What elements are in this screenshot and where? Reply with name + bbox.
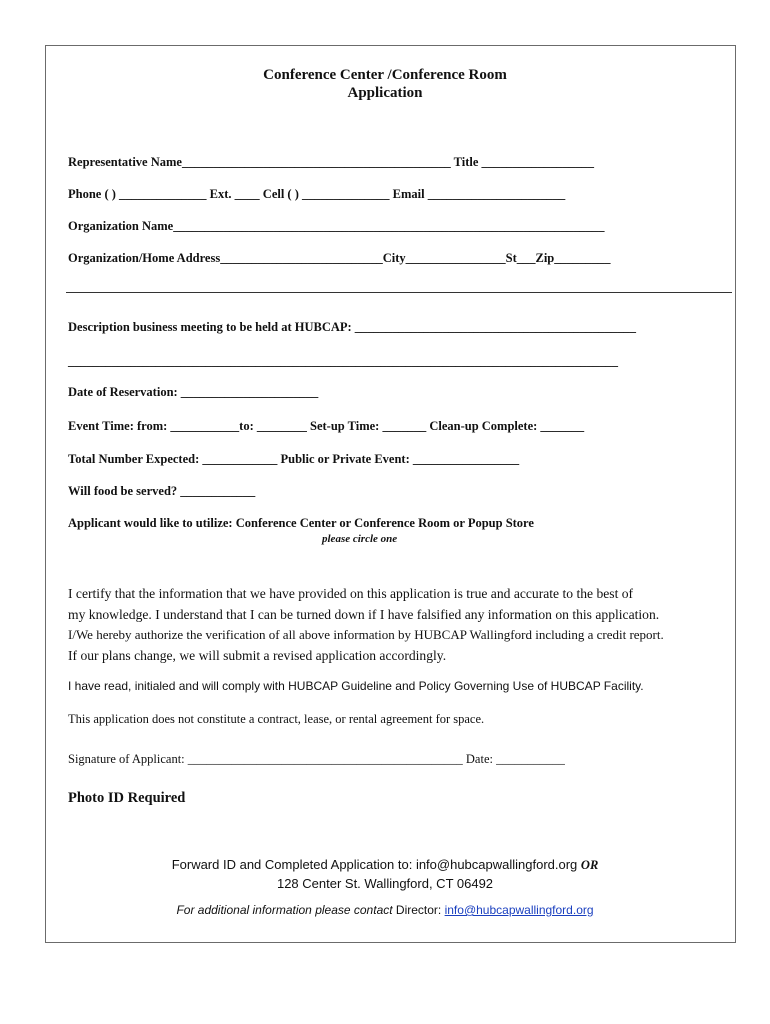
utilize-options[interactable]: Applicant would like to utilize: Conference Center or Conference Room or Popup Store [68,516,534,530]
forward-email[interactable]: info@hubcapwallingford.org [415,857,578,872]
mailing-address: 128 Center St. Wallingford, CT 06492 [276,876,494,891]
form-title-line2: Application [347,85,423,101]
date-of-reservation-field[interactable]: Date of Reservation: ______________________ [68,385,319,399]
organization-address-field[interactable]: Organization/Home Address__________________________City________________St___Zip_________ [68,251,611,265]
phone-field[interactable]: Phone ( ) ______________ Ext. ____ Cell ( ) ______________ Email ______________________ [68,187,566,201]
description-field-line2[interactable]: ________________________________________________________________________________________ [68,354,618,368]
photo-id-required: Photo ID Required [68,790,186,806]
contact-italic-text: For additional information please contact [176,903,393,917]
certify-line: I certify that the information that we have provided on this application is true and accurate to the best of [68,586,634,601]
director-label: Director: [392,903,445,917]
contact-line [0,903,770,917]
description-field[interactable]: Description business meeting to be held at HUBCAP: _____________________________________________ [68,320,637,334]
total-number-expected-field[interactable]: Total Number Expected: ____________ Public or Private Event: _________________ [68,452,520,466]
food-served-field[interactable]: Will food be served? ____________ [68,484,256,498]
director-email-link[interactable]: info@hubcapwallingford.org [444,903,594,917]
forward-text: Forward ID and Completed Application to: [171,857,416,872]
representative-name-field[interactable]: Representative Name___________________________________________ Title __________________ [68,155,595,169]
form-title-line1: Conference Center /Conference Room [263,67,507,83]
certify-line: my knowledge. I understand that I can be turned down if I have falsified any information on this application. [68,606,660,622]
certify-line: If our plans change, we will submit a revised application accordingly. [68,647,447,663]
disclaimer-text: This application does not constitute a contract, lease, or rental agreement for space. [68,712,485,726]
section-divider [66,292,732,293]
organization-name-field[interactable]: Organization Name_____________________________________________________________________ [68,219,605,233]
forward-instructions [0,857,770,873]
circle-instruction: please circle one [322,533,398,545]
certification-paragraph [68,584,710,666]
signature-field[interactable]: Signature of Applicant: ____________________________________________ Date: ___________ [68,752,565,766]
read-statement: I have read, initialed and will comply with HUBCAP Guideline and Policy Governing Use of HUBCAP Facility. [68,679,644,693]
or-text: OR [580,858,599,872]
certify-line: I/We hereby authorize the verification of all above information by HUBCAP Wallingford including a credit report. [68,627,664,642]
event-time-field[interactable]: Event Time: from: ___________to: ________ Set-up Time: _______ Clean-up Complete: _______ [68,419,585,433]
